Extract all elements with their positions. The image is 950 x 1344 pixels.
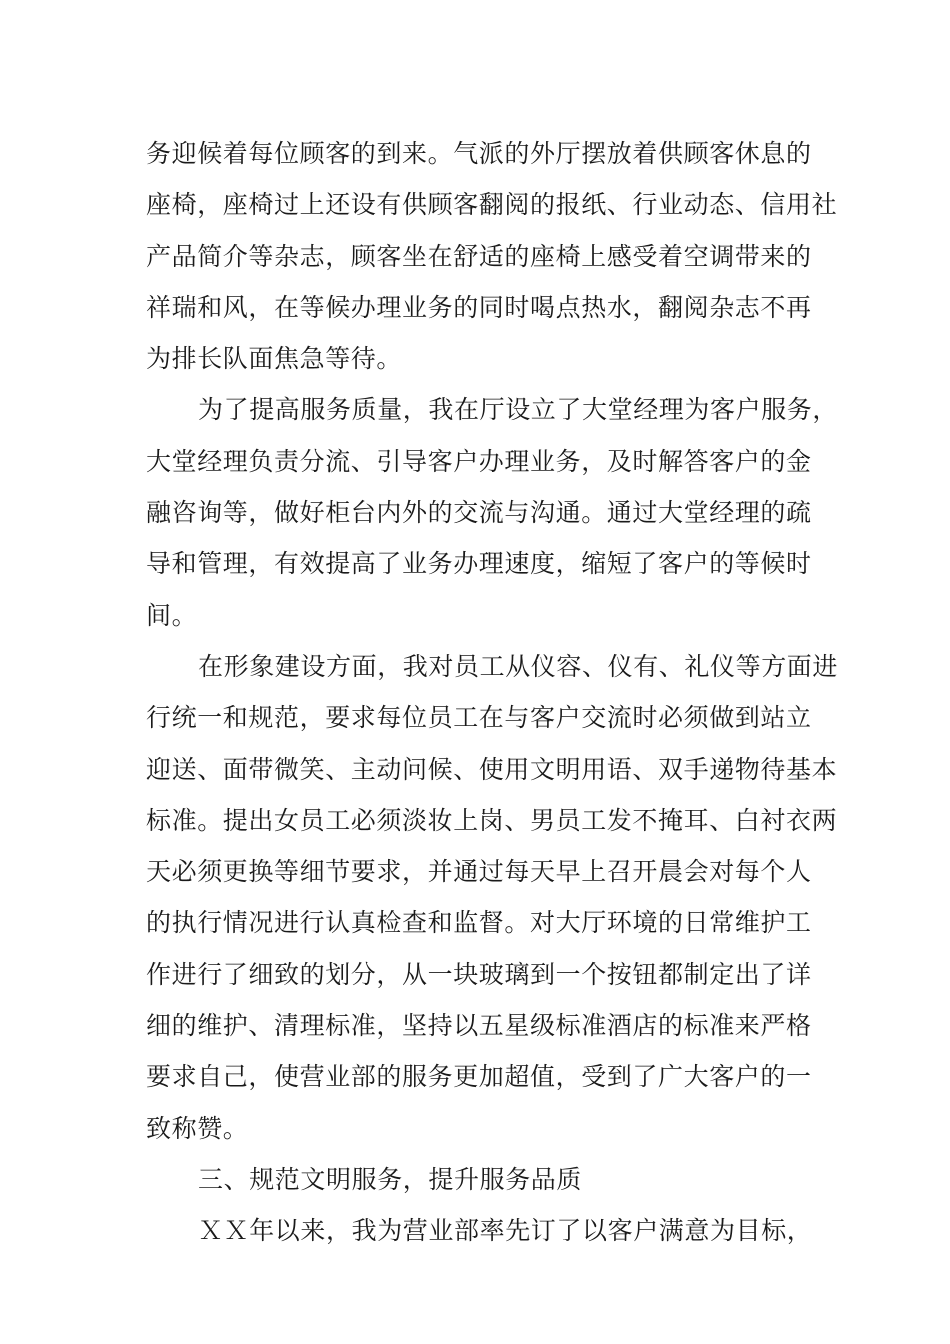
paragraph-first-line: 在形象建设方面，我对员工从仪容、仪有、礼仪等方面进 — [198, 651, 839, 681]
text-line: 为排长队面焦急等待。 — [146, 344, 403, 374]
body-text — [146, 128, 839, 1257]
text-line: 祥瑞和风，在等候办理业务的同时喝点热水，翻阅杂志不再 — [146, 292, 812, 322]
text-line: 行统一和规范，要求每位员工在与客户交流时必须做到站立 — [146, 703, 812, 733]
paragraph-first-line: 为了提高服务质量，我在厅设立了大堂经理为客户服务， — [198, 395, 839, 425]
text-line: 要求自己，使营业部的服务更加超值，受到了广大客户的一 — [146, 1062, 812, 1092]
text-line: 融咨询等，做好柜台内外的交流与沟通。通过大堂经理的疏 — [146, 498, 812, 528]
text-line: 迎送、面带微笑、主动问候、使用文明用语、双手递物待基本 — [146, 754, 838, 784]
text-line: 大堂经理负责分流、引导客户办理业务，及时解答客户的金 — [146, 446, 812, 476]
text-line: 细的维护、清理标准，坚持以五星级标准酒店的标准来严格 — [146, 1011, 812, 1041]
paragraph-first-line: ＸＸ年以来，我为营业部率先订了以客户满意为目标， — [198, 1216, 813, 1246]
text-line: 务迎候着每位顾客的到来。气派的外厅摆放着供顾客休息的 — [146, 139, 812, 168]
text-line: 标准。提出女员工必须淡妆上岗、男员工发不掩耳、白衬衣两 — [146, 805, 838, 835]
text-line: 间。 — [146, 600, 198, 630]
text-line: 导和管理，有效提高了业务办理速度，缩短了客户的等候时 — [146, 549, 812, 579]
text-line: 天必须更换等细节要求，并通过每天早上召开晨会对每个人 — [146, 857, 812, 887]
text-line: 座椅，座椅过上还设有供顾客翻阅的报纸、行业动态、信用社 — [146, 190, 838, 220]
paragraph-first-line: 三、规范文明服务，提升服务品质 — [198, 1164, 583, 1194]
text-line: 产品简介等杂志，顾客坐在舒适的座椅上感受着空调带来的 — [146, 241, 812, 271]
text-line: 作进行了细致的划分，从一块玻璃到一个按钮都制定出了详 — [146, 959, 812, 989]
text-line: 的执行情况进行认真检查和监督。对大厅环境的日常维护工 — [146, 908, 812, 938]
text-line: 致称赞。 — [146, 1113, 249, 1143]
